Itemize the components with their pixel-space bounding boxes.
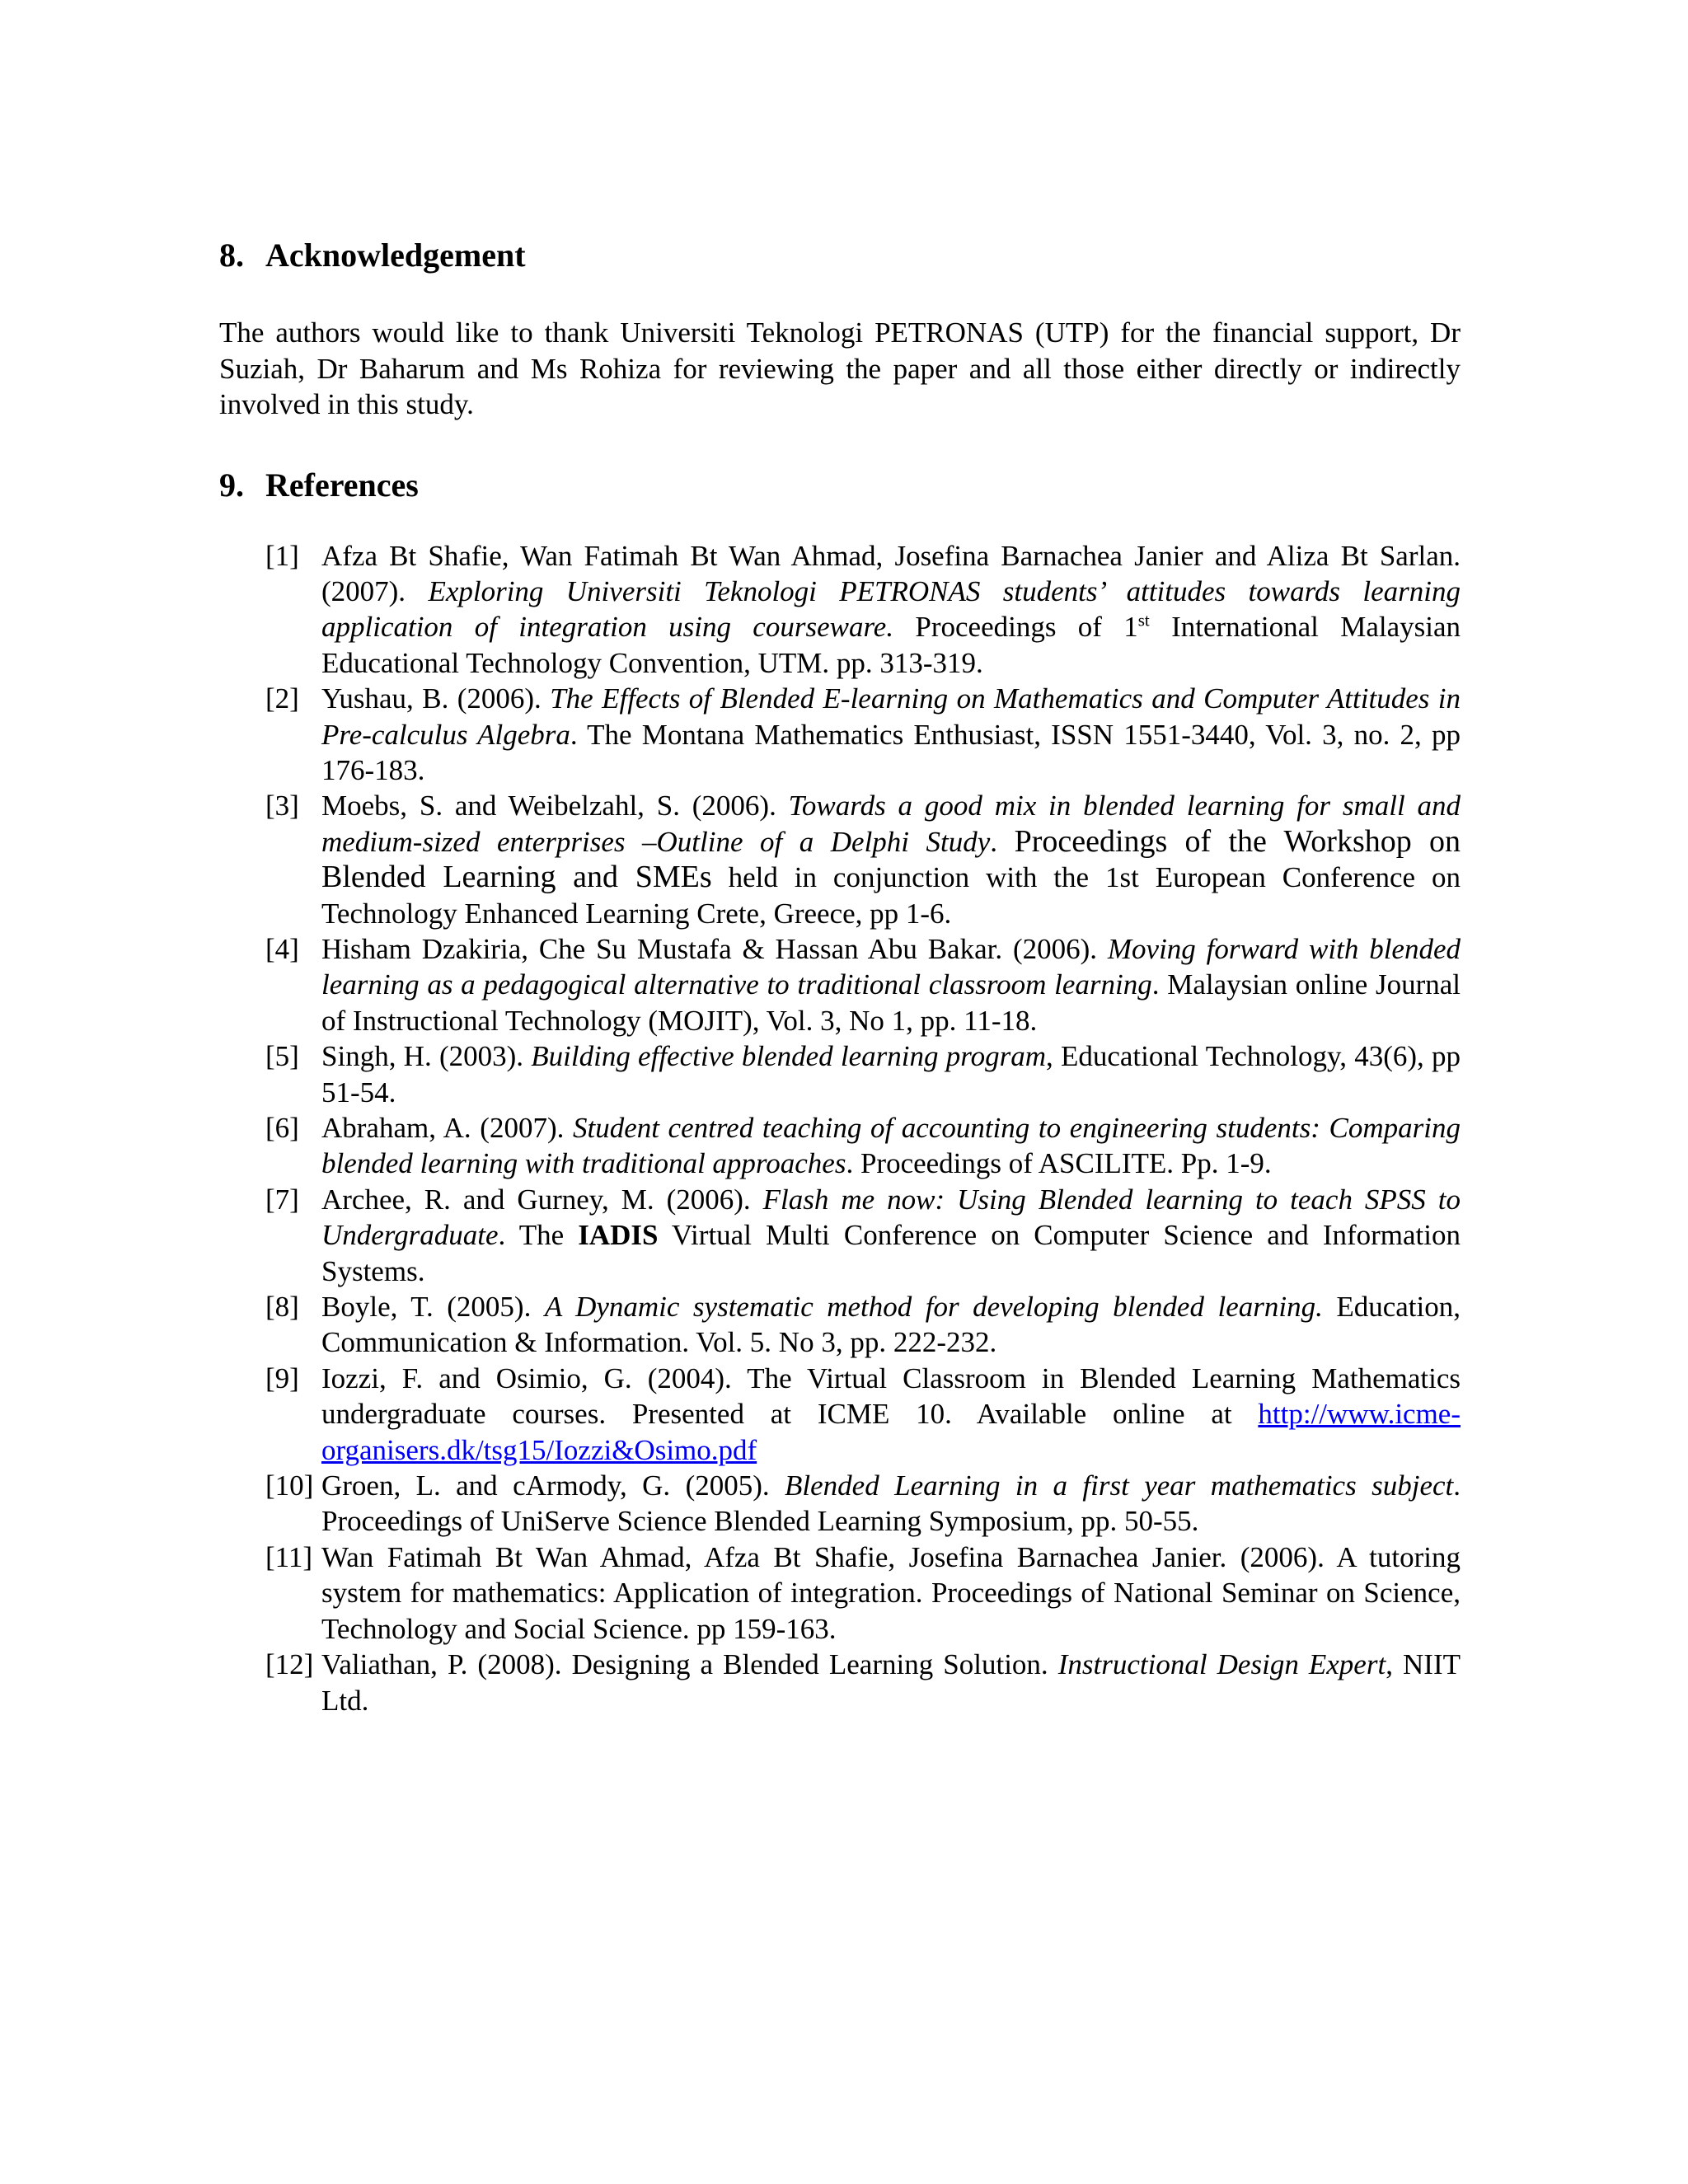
reference-venue: . The (498, 1219, 579, 1252)
reference-item-11 (219, 1540, 1461, 1647)
reference-text (321, 1647, 1461, 1718)
reference-text (321, 1038, 1461, 1110)
reference-title: The Effects of Blended E-learning on Mathematics and Computer Attitudes in Pre-calculus Algebra (321, 682, 1461, 751)
reference-venue: , NIIT Ltd. (321, 1648, 1461, 1717)
references-heading (219, 462, 1461, 509)
reference-venue-rest: held in conjunction with the 1st European Conference on Technology Enhanced Learning Crete, Greece, pp 1-6. (321, 861, 1461, 930)
ordinal-suffix: st (1137, 610, 1150, 630)
reference-item-12 (219, 1647, 1461, 1718)
section-number: 9. (219, 466, 244, 504)
reference-venue-rest: International Malaysian Educational Technology Convention, UTM. pp. 313-319. (321, 611, 1461, 679)
reference-item-10 (219, 1468, 1461, 1540)
reference-text (321, 788, 1461, 931)
reference-label: [8] (265, 1291, 299, 1324)
reference-authors: Boyle, T. (2005). (321, 1291, 545, 1324)
reference-label: [1] (265, 539, 299, 572)
reference-text (321, 681, 1461, 788)
section-number: 8. (219, 237, 244, 274)
reference-link[interactable]: http://www.icme-organisers.dk/tsg15/Iozzi&Osimo.pdf (321, 1398, 1461, 1466)
reference-label: [3] (265, 790, 299, 823)
reference-item-3 (219, 788, 1461, 931)
reference-authors: Moebs, S. and Weibelzahl, S. (2006). (321, 790, 789, 823)
reference-text (321, 1289, 1461, 1361)
reference-title: Exploring Universiti Teknologi PETRONAS students’ attitudes towards learning application of integration using courseware. (321, 574, 1461, 644)
reference-text (321, 931, 1461, 1038)
reference-title: Instructional Design Expert (1057, 1648, 1386, 1681)
reference-title: Towards a good mix in blended learning for small and medium-sized enterprises –Outline of a Delphi Study (321, 790, 1461, 858)
reference-text: Wan Fatimah Bt Wan Ahmad, Afza Bt Shafie, Josefina Barnachea Janier. (2006). A tutoring system for mathematics: Application of integration. Proceedings of National Seminar on Science, Technology and Social Science. pp 159-163. (321, 1540, 1461, 1645)
document-page (219, 232, 1461, 1718)
acknowledgement-heading (219, 232, 1461, 279)
reference-label: [6] (265, 1112, 299, 1144)
reference-item-6 (219, 1110, 1461, 1182)
reference-label: [5] (265, 1040, 299, 1073)
reference-item-9 (219, 1361, 1461, 1468)
reference-text (321, 1468, 1461, 1540)
reference-text (321, 1361, 1461, 1468)
reference-venue: . The Montana Mathematics Enthusiast, ISSN 1551-3440, Vol. 3, no. 2, pp 176-183. (321, 718, 1461, 786)
reference-venue: Education, Communication & Information. Vol. 5. No 3, pp. 222-232. (321, 1291, 1461, 1359)
reference-venue: , Educational Technology, 43(6), pp 51-54. (321, 1040, 1461, 1108)
reference-authors: Afza Bt Shafie, Wan Fatimah Bt Wan Ahmad, Josefina Barnachea Janier and Aliza Bt Sarlan. (2007). (321, 539, 1461, 607)
reference-item-1 (219, 538, 1461, 682)
reference-title: Student centred teaching of accounting to engineering students: Comparing blended learning with traditional approaches (321, 1112, 1461, 1180)
reference-venue-rest: Virtual Multi Conference on Computer Science and Information Systems. (321, 1219, 1461, 1287)
reference-text (321, 538, 1461, 682)
reference-venue-acronym: IADIS (578, 1219, 659, 1252)
reference-authors: Yushau, B. (2006). (321, 682, 551, 715)
section-title: References (265, 466, 419, 504)
section-title: Acknowledgement (265, 237, 526, 274)
reference-title: Flash me now: Using Blended learning to teach SPSS to Undergraduate (321, 1183, 1461, 1252)
reference-item-7 (219, 1182, 1461, 1289)
reference-venue: Proceedings of 1 (893, 611, 1138, 644)
reference-body: Iozzi, F. and Osimio, G. (2004). The Virtual Classroom in Blended Learning Mathematics undergraduate courses. Presented at ICME 10. Available online at (321, 1361, 1461, 1431)
reference-venue: . Proceedings of ASCILITE. Pp. 1-9. (846, 1147, 1272, 1180)
reference-item-8 (219, 1289, 1461, 1361)
reference-item-4 (219, 931, 1461, 1038)
reference-label: [11] (265, 1540, 313, 1573)
reference-text (321, 1182, 1461, 1289)
reference-venue: . Proceedings of UniServe Science Blended Learning Symposium, pp. 50-55. (321, 1469, 1461, 1538)
reference-text (321, 1110, 1461, 1182)
reference-authors: Groen, L. and cArmody, G. (2005). (321, 1469, 785, 1502)
reference-label: [4] (265, 932, 299, 965)
reference-authors: Singh, H. (2003). (321, 1040, 532, 1073)
reference-label: [2] (265, 682, 299, 715)
reference-authors: Valiathan, P. (2008). Designing a Blended Learning Solution. (321, 1648, 1058, 1681)
reference-title: Moving forward with blended learning as a pedagogical alternative to traditional classroom learning (321, 932, 1461, 1001)
reference-item-5 (219, 1038, 1461, 1110)
reference-label: [7] (265, 1183, 299, 1216)
acknowledgement-text: The authors would like to thank Universiti Teknologi PETRONAS (UTP) for the financial support, Dr Suziah, Dr Baharum and Ms Rohiza for reviewing the paper and all those either directly or indirectly involved in this study. (219, 316, 1461, 420)
reference-authors: Abraham, A. (2007). (321, 1112, 573, 1144)
reference-title: A Dynamic systematic method for developing blended learning. (544, 1291, 1323, 1324)
reference-venue-workshop: Proceedings of the Workshop on Blended Learning and SMEs (321, 823, 1461, 895)
reference-item-2 (219, 681, 1461, 788)
reference-authors: Hisham Dzakiria, Che Su Mustafa & Hassan Abu Bakar. (2006). (321, 932, 1108, 965)
reference-list (219, 538, 1461, 1718)
reference-label: [9] (265, 1361, 299, 1394)
reference-authors: Archee, R. and Gurney, M. (2006). (321, 1183, 763, 1216)
reference-venue: . (990, 825, 1015, 858)
reference-title: Building effective blended learning program (531, 1040, 1046, 1073)
reference-venue: . Malaysian online Journal of Instructional Technology (MOJIT), Vol. 3, No 1, pp. 11-18. (321, 968, 1461, 1037)
reference-label: [12] (265, 1648, 314, 1681)
reference-title: Blended Learning in a first year mathematics subject (785, 1469, 1454, 1502)
reference-label: [10] (265, 1469, 314, 1502)
